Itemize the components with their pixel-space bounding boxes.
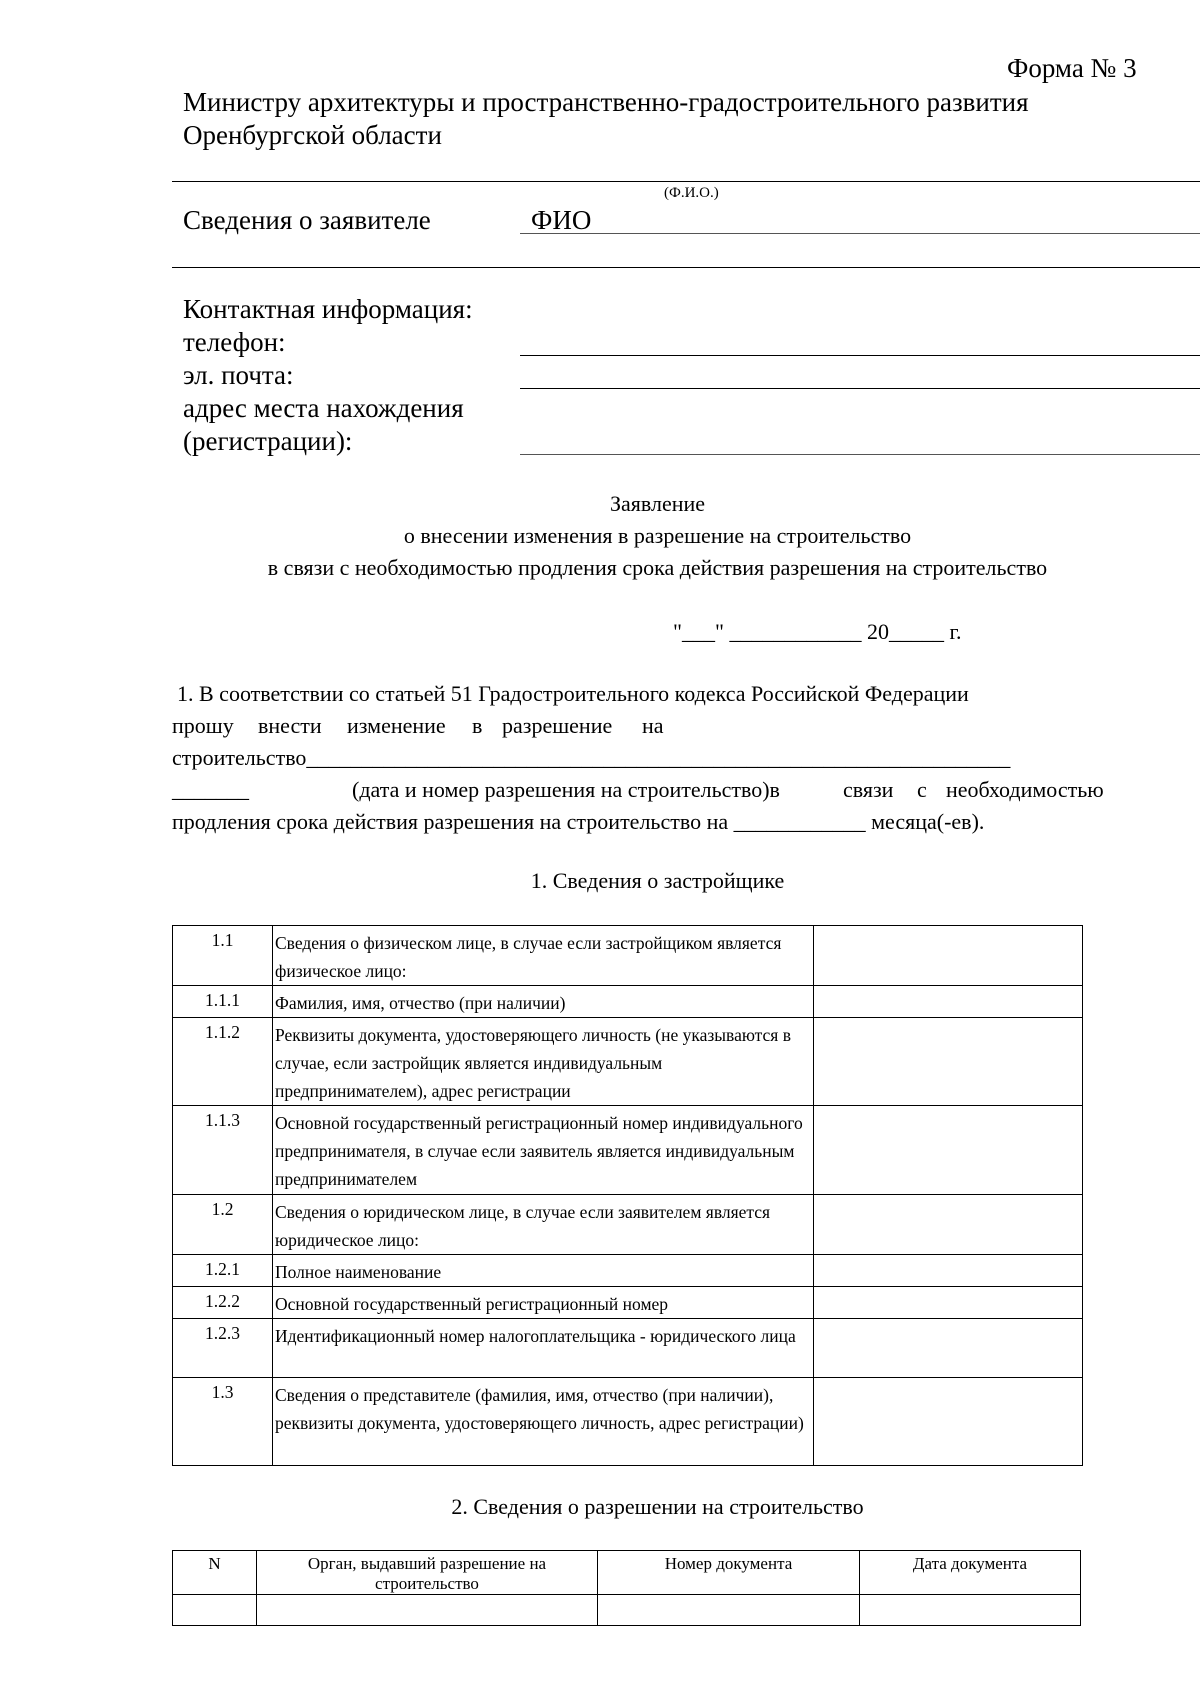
- cell-n[interactable]: [173, 1595, 257, 1626]
- email-label: эл. почта:: [183, 360, 294, 390]
- divider-top: [172, 181, 1200, 182]
- body-line-5: продления срока действия разрешения на строительство на ____________ месяца(-ев).: [172, 809, 985, 834]
- table-row: 1.2.1 Полное наименование: [173, 1255, 1083, 1287]
- value-cell[interactable]: [814, 1018, 1083, 1106]
- header-n: N: [173, 1551, 257, 1595]
- applicant-name-field[interactable]: ФИО: [531, 205, 592, 235]
- email-field[interactable]: [520, 388, 1200, 389]
- value-cell[interactable]: [814, 1319, 1083, 1378]
- value-cell[interactable]: [814, 1378, 1083, 1466]
- document-title: Заявление: [609, 491, 706, 516]
- document-subtitle-1: о внесении изменения в разрешение на строительство: [403, 523, 912, 548]
- value-cell[interactable]: [814, 1255, 1083, 1287]
- document-subtitle-2: в связи с необходимостью продления срока действия разрешения на строительство: [267, 555, 1048, 580]
- address-field[interactable]: [520, 454, 1200, 455]
- header-issuer: Орган, выдавший разрешение на строительство: [257, 1551, 598, 1595]
- value-cell[interactable]: [814, 926, 1083, 986]
- cell-issuer[interactable]: [257, 1595, 598, 1626]
- table-row: 1.1.2 Реквизиты документа, удостоверяющего личность (не указываются в случае, если застройщик является индивидуальным предпринимателем), адрес регистрации: [173, 1018, 1083, 1106]
- phone-label: телефон:: [183, 327, 286, 357]
- addressee-line-2: Оренбургской области: [183, 120, 442, 150]
- phone-field[interactable]: [520, 355, 1200, 356]
- value-cell[interactable]: [814, 1287, 1083, 1319]
- developer-info-table: [172, 925, 1083, 1466]
- address-label-1: адрес места нахождения: [183, 393, 464, 423]
- applicant-label: Сведения о заявителе: [183, 205, 431, 235]
- value-cell[interactable]: [814, 1195, 1083, 1255]
- table-row: 1.3 Сведения о представителе (фамилия, имя, отчество (при наличии), реквизиты документа, удостоверяющего личность, адрес регистрации): [173, 1378, 1083, 1466]
- header-doc-date: Дата документа: [860, 1551, 1081, 1595]
- address-label-2: (регистрации):: [183, 426, 353, 456]
- section-2-title: 2. Сведения о разрешении на строительство: [451, 1494, 864, 1519]
- divider-applicant: [172, 267, 1200, 268]
- body-line-1: 1. В соответствии со статьей 51 Градостроительного кодекса Российской Федерации: [177, 681, 969, 706]
- table-row: 1.2.3 Идентификационный номер налогоплательщика - юридического лица: [173, 1319, 1083, 1378]
- table-row: 1.2 Сведения о юридическом лице, в случае если заявителем является юридическое лицо:: [173, 1195, 1083, 1255]
- value-cell[interactable]: [814, 986, 1083, 1018]
- addressee-line-1: Министру архитектуры и пространственно-градостроительного развития: [183, 87, 1029, 117]
- date-line[interactable]: "___" ____________ 20_____ г.: [673, 619, 962, 644]
- table-row: 1.2.2 Основной государственный регистрационный номер: [173, 1287, 1083, 1319]
- value-cell[interactable]: [814, 1106, 1083, 1195]
- header-doc-number: Номер документа: [598, 1551, 860, 1595]
- table-row: 1.1.1 Фамилия, имя, отчество (при наличии): [173, 986, 1083, 1018]
- section-1-title: 1. Сведения о застройщике: [530, 868, 785, 893]
- permit-reference-field[interactable]: строительство________________________________________________________________: [172, 745, 1011, 770]
- table-header-row: [173, 1551, 1081, 1595]
- cell-doc-number[interactable]: [598, 1595, 860, 1626]
- table-row: [173, 1595, 1081, 1626]
- applicant-name-underline: [520, 233, 1200, 234]
- permit-info-table: [172, 1550, 1081, 1626]
- form-number: Форма № 3: [1007, 53, 1137, 83]
- cell-doc-date[interactable]: [860, 1595, 1081, 1626]
- table-row: 1.1 Сведения о физическом лице, в случае если застройщиком является физическое лицо:: [173, 926, 1083, 986]
- fio-hint: (Ф.И.О.): [664, 185, 719, 201]
- table-row: 1.1.3 Основной государственный регистрационный номер индивидуального предпринимателя, в случае если заявитель является индивидуальным предпринимателем: [173, 1106, 1083, 1195]
- contacts-header: Контактная информация:: [183, 294, 473, 324]
